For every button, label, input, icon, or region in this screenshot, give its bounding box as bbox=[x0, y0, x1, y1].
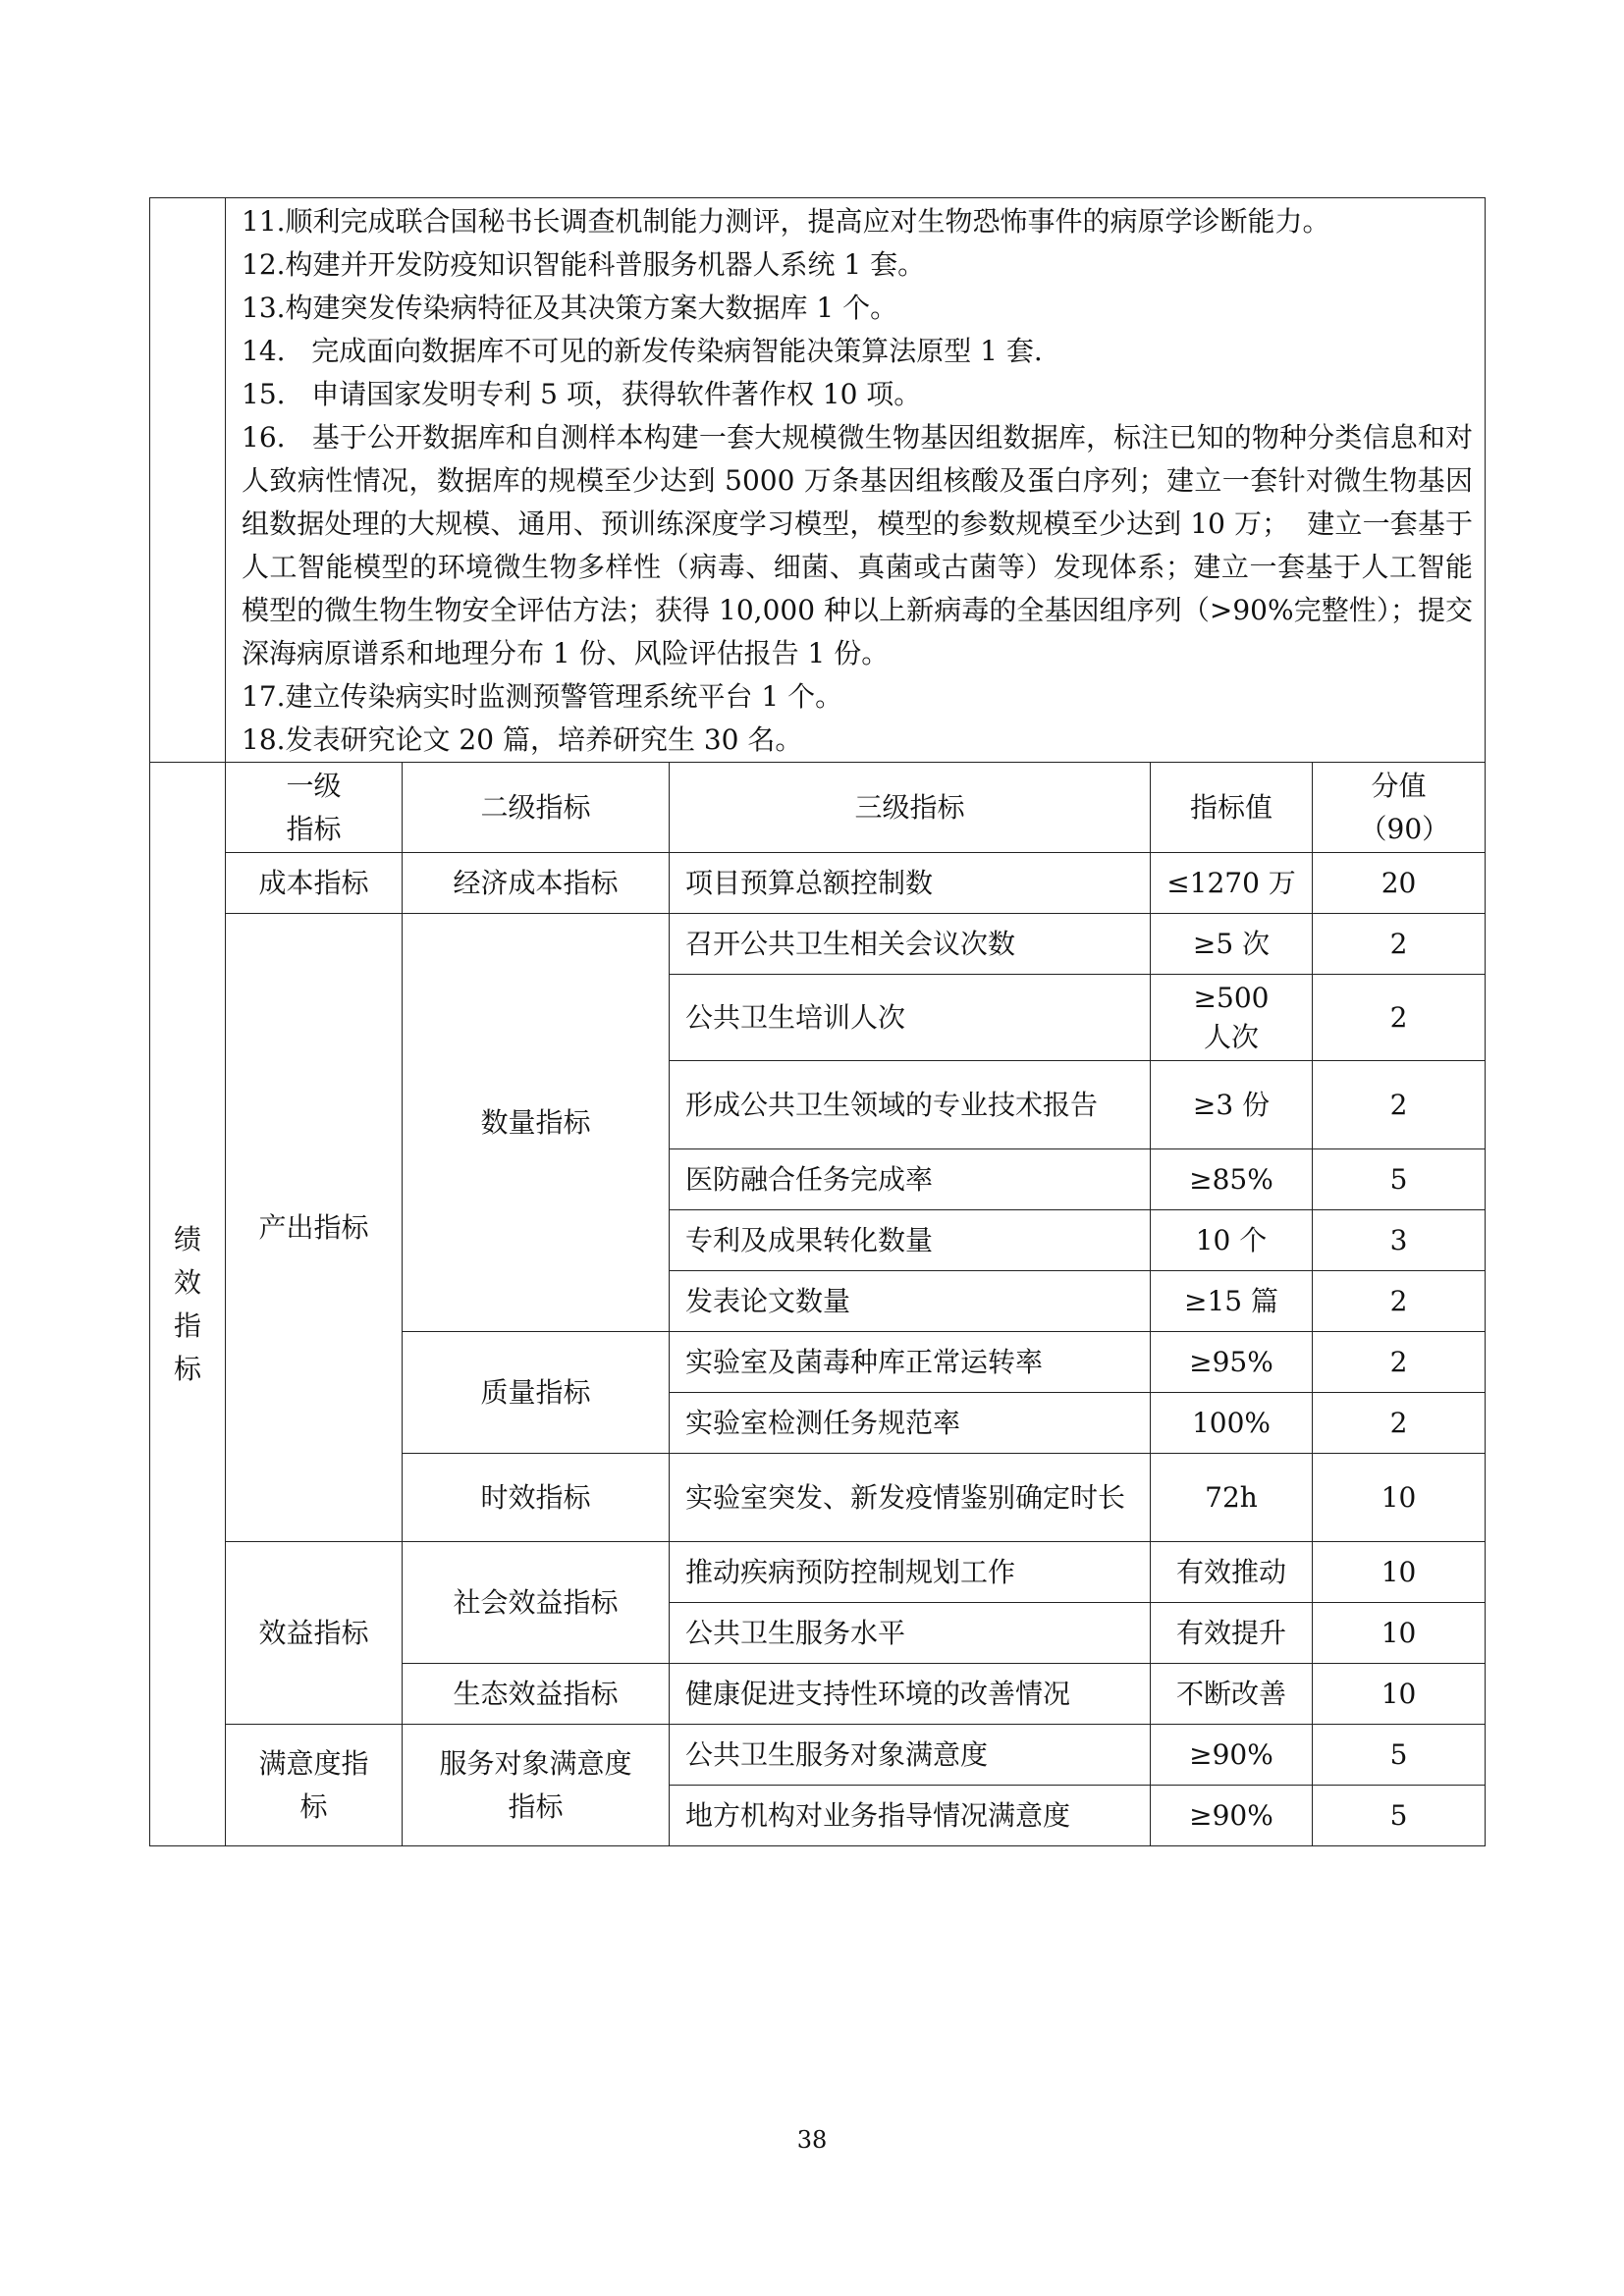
value-cell: ≥90% bbox=[1151, 1725, 1313, 1786]
level2-cell: 生态效益指标 bbox=[403, 1664, 670, 1725]
goal-item: 18.发表研究论文 20 篇，培养研究生 30 名。 bbox=[242, 723, 803, 756]
value-cell: 100% bbox=[1151, 1393, 1313, 1454]
header-score bbox=[1313, 763, 1486, 853]
header-level3: 三级指标 bbox=[670, 763, 1151, 853]
goal-item: 11.顺利完成联合国秘书长调查机制能力测评，提高应对生物恐怖事件的病原学诊断能力。 bbox=[242, 205, 1330, 238]
level3-cell: 实验室突发、新发疫情鉴别确定时长 bbox=[670, 1454, 1151, 1542]
value-cell: 有效推动 bbox=[1151, 1542, 1313, 1603]
level1-text: 满意度指标 bbox=[258, 1746, 369, 1823]
level1-cell bbox=[226, 1725, 403, 1846]
goal-item: 17.建立传染病实时监测预警管理系统平台 1 个。 bbox=[242, 680, 843, 713]
value-cell: 10 个 bbox=[1151, 1210, 1313, 1271]
value-cell: ≥15 篇 bbox=[1151, 1271, 1313, 1332]
header-score-text: 分值（90） bbox=[1359, 769, 1450, 845]
goal-item: 15. 申请国家发明专利 5 项，获得软件著作权 10 项。 bbox=[242, 378, 922, 410]
score-cell: 2 bbox=[1313, 1332, 1486, 1393]
objectives-side-cell bbox=[150, 198, 226, 763]
level3-cell: 健康促进支持性环境的改善情况 bbox=[670, 1664, 1151, 1725]
page-number: 38 bbox=[796, 2126, 828, 2154]
performance-header-row bbox=[150, 763, 1486, 853]
header-level1 bbox=[226, 763, 403, 853]
value-text: ≥500 人次 bbox=[1193, 981, 1270, 1053]
value-cell: ≥90% bbox=[1151, 1786, 1313, 1846]
value-cell: ≤1270 万 bbox=[1151, 853, 1313, 914]
score-cell: 5 bbox=[1313, 1149, 1486, 1210]
header-level2: 二级指标 bbox=[403, 763, 670, 853]
header-level1-text: 一级指标 bbox=[286, 769, 342, 845]
level3-cell: 地方机构对业务指导情况满意度 bbox=[670, 1786, 1151, 1846]
score-cell: 2 bbox=[1313, 975, 1486, 1061]
value-cell: ≥5 次 bbox=[1151, 914, 1313, 975]
level2-cell: 质量指标 bbox=[403, 1332, 670, 1454]
score-cell: 10 bbox=[1313, 1454, 1486, 1542]
level3-cell: 公共卫生服务水平 bbox=[670, 1603, 1151, 1664]
value-cell: ≥95% bbox=[1151, 1332, 1313, 1393]
value-cell bbox=[1151, 975, 1313, 1061]
table-row bbox=[150, 1542, 1486, 1603]
level2-cell: 经济成本指标 bbox=[403, 853, 670, 914]
score-cell: 10 bbox=[1313, 1603, 1486, 1664]
project-table bbox=[149, 197, 1486, 1846]
value-cell: ≥85% bbox=[1151, 1149, 1313, 1210]
score-cell: 5 bbox=[1313, 1786, 1486, 1846]
table-row bbox=[150, 914, 1486, 975]
score-cell: 2 bbox=[1313, 1393, 1486, 1454]
goal-item: 16. 基于公开数据库和自测样本构建一套大规模微生物基因组数据库，标注已知的物种分类信息和对人致病性情况，数据库的规模至少达到 5000 万条基因组核酸及蛋白序列；建立一套针对微生物基因组数据处理的大规模、通用、预训练深度学习模型，模型的参数规模至少达到 10 万； 建立一套基于人工智能模型的环境微生物多样性（病毒、细菌、真菌或古菌等）发现体系；建立一套基于人工智能模型的微生物生物安全评估方法；获得 10,000 种以上新病毒的全基因组序列（>90%完整性）；提交深海病原谱系和地理分布 1 份、风险评估报告 1 份。 bbox=[242, 421, 1474, 669]
header-value: 指标值 bbox=[1151, 763, 1313, 853]
score-cell: 5 bbox=[1313, 1725, 1486, 1786]
level3-cell: 推动疾病预防控制规划工作 bbox=[670, 1542, 1151, 1603]
score-cell: 3 bbox=[1313, 1210, 1486, 1271]
score-cell: 20 bbox=[1313, 853, 1486, 914]
level2-cell: 时效指标 bbox=[403, 1454, 670, 1542]
level3-cell: 形成公共卫生领域的专业技术报告 bbox=[670, 1061, 1151, 1149]
objectives-row bbox=[150, 198, 1486, 763]
value-cell: 有效提升 bbox=[1151, 1603, 1313, 1664]
level3-cell: 实验室检测任务规范率 bbox=[670, 1393, 1151, 1454]
level2-cell: 社会效益指标 bbox=[403, 1542, 670, 1664]
level3-cell: 医防融合任务完成率 bbox=[670, 1149, 1151, 1210]
performance-section-label bbox=[150, 763, 226, 1846]
level3-cell: 实验室及菌毒种库正常运转率 bbox=[670, 1332, 1151, 1393]
score-cell: 2 bbox=[1313, 914, 1486, 975]
score-cell: 10 bbox=[1313, 1542, 1486, 1603]
level1-cell: 成本指标 bbox=[226, 853, 403, 914]
score-cell: 10 bbox=[1313, 1664, 1486, 1725]
value-cell: ≥3 份 bbox=[1151, 1061, 1313, 1149]
level1-cell: 效益指标 bbox=[226, 1542, 403, 1725]
level3-cell: 公共卫生服务对象满意度 bbox=[670, 1725, 1151, 1786]
level3-cell: 召开公共卫生相关会议次数 bbox=[670, 914, 1151, 975]
value-cell: 72h bbox=[1151, 1454, 1313, 1542]
value-cell: 不断改善 bbox=[1151, 1664, 1313, 1725]
level3-cell: 项目预算总额控制数 bbox=[670, 853, 1151, 914]
level2-cell bbox=[403, 1725, 670, 1846]
score-cell: 2 bbox=[1313, 1271, 1486, 1332]
level2-cell: 数量指标 bbox=[403, 914, 670, 1332]
level3-cell: 发表论文数量 bbox=[670, 1271, 1151, 1332]
level2-text: 服务对象满意度指标 bbox=[439, 1746, 632, 1823]
goal-item: 13.构建突发传染病特征及其决策方案大数据库 1 个。 bbox=[242, 292, 898, 324]
goal-item: 12.构建并开发防疫知识智能科普服务机器人系统 1 套。 bbox=[242, 248, 926, 281]
table-row bbox=[150, 853, 1486, 914]
level1-cell: 产出指标 bbox=[226, 914, 403, 1542]
table-row bbox=[150, 1725, 1486, 1786]
performance-section-text: 绩效指标 bbox=[173, 1222, 201, 1385]
level3-cell: 公共卫生培训人次 bbox=[670, 975, 1151, 1061]
goal-item: 14. 完成面向数据库不可见的新发传染病智能决策算法原型 1 套. bbox=[242, 335, 1043, 367]
objectives-cell bbox=[226, 198, 1486, 763]
level3-cell: 专利及成果转化数量 bbox=[670, 1210, 1151, 1271]
score-cell: 2 bbox=[1313, 1061, 1486, 1149]
